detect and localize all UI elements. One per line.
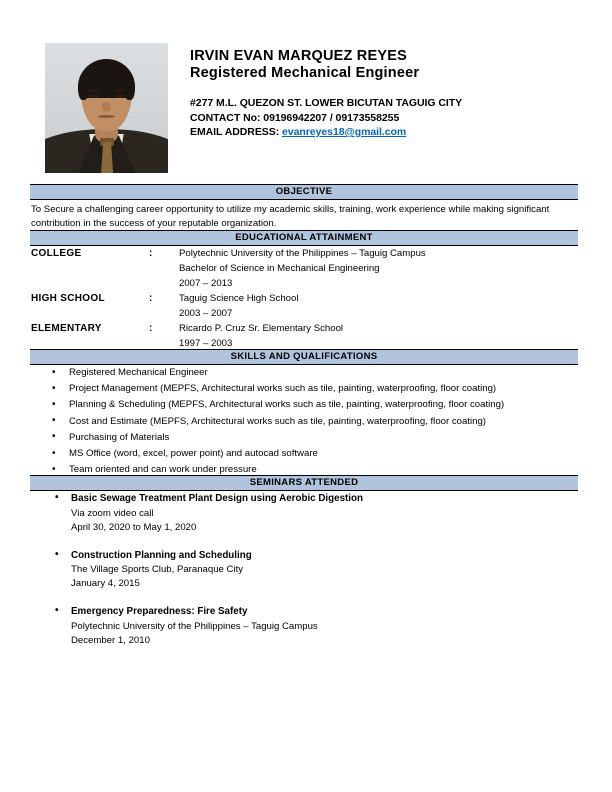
list-item: • Registered Mechanical Engineer: [31, 365, 579, 381]
education-value-line: Ricardo P. Cruz Sr. Elementary School: [179, 323, 344, 334]
education-value-line: 2007 – 2013: [179, 278, 233, 289]
list-item: [31, 605, 579, 648]
education-label: ELEMENTARY: [31, 323, 102, 334]
seminar-venue: Via zoom video call: [71, 507, 154, 519]
resume-header: [30, 40, 582, 178]
contact-number-line: CONTACT No: 09196942207 / 09173558255: [190, 111, 400, 124]
seminar-date: January 4, 2015: [71, 578, 140, 589]
seminar-title: • Construction Planning and Scheduling: [71, 549, 252, 561]
education-colon: :: [149, 323, 153, 334]
skills-list-wrap: [31, 365, 579, 478]
education-value-line: Bachelor of Science in Mechanical Engineering: [179, 263, 380, 274]
education-label: COLLEGE: [31, 248, 82, 259]
seminar-title: • Emergency Preparedness: Fire Safety: [71, 606, 248, 617]
education-row-college: [31, 246, 579, 291]
seminar-date: April 30, 2020 to May 1, 2020: [71, 521, 197, 533]
email-line: [190, 125, 462, 140]
seminar-venue: The Village Sports Club, Paranaque City: [71, 564, 244, 575]
applicant-photo: [45, 43, 168, 173]
education-value-line: Polytechnic University of the Philippines – Taguig Campus: [179, 248, 426, 259]
email-label: EMAIL ADDRESS:: [190, 126, 280, 138]
education-colon: :: [149, 248, 153, 259]
contact-block: [190, 96, 462, 140]
list-item: • Purchasing of Materials: [31, 430, 579, 446]
section-heading-skills: SKILLS AND QUALIFICATIONS: [30, 349, 578, 365]
list-item: • Team oriented and can work under pressure: [31, 462, 579, 478]
list-item: • Planning & Scheduling (MEPFS, Architectural works such as tile, painting, waterproofing, floor coating): [31, 397, 579, 413]
education-values: [179, 291, 579, 321]
seminar-venue: Polytechnic University of the Philippines – Taguig Campus: [71, 620, 318, 632]
education-value-line: Taguig Science High School: [179, 293, 299, 304]
education-table: [31, 246, 579, 351]
education-colon: :: [149, 293, 153, 304]
seminars-list-wrap: [31, 492, 579, 662]
section-heading-seminars: SEMINARS ATTENDED: [30, 475, 578, 491]
skills-list: [31, 365, 579, 478]
education-row-elementary: [31, 321, 579, 351]
education-value-line: 2003 – 2007: [179, 308, 233, 319]
list-item: • MS Office (word, excel, power point) and autocad software: [31, 446, 579, 462]
email-link[interactable]: evanreyes18@gmail.com: [282, 126, 407, 138]
list-item: • Cost and Estimate (MEPFS, Architectural works such as tile, painting, waterproofing, floor coating): [31, 414, 579, 430]
seminar-date: December 1, 2010: [71, 634, 150, 646]
address-line: #277 M.L. QUEZON ST. LOWER BICUTAN TAGUIG CITY: [190, 97, 463, 109]
education-label: HIGH SCHOOL: [31, 293, 105, 304]
list-item: [31, 492, 579, 535]
education-values: [179, 246, 579, 291]
seminar-title: • Basic Sewage Treatment Plant Design using Aerobic Digestion: [71, 493, 363, 504]
seminars-list: [31, 492, 579, 648]
objective-text: To Secure a challenging career opportunity to utilize my academic skills, training, work experience while making significant contribution in the success of your reputable organization.: [31, 204, 550, 229]
section-heading-education: EDUCATIONAL ATTAINMENT: [30, 230, 578, 246]
applicant-title: Registered Mechanical Engineer: [190, 65, 420, 81]
education-values: [179, 321, 579, 351]
list-item: • Project Management (MEPFS, Architectural works such as tile, painting, waterproofing, floor coating): [31, 381, 579, 397]
header-text-block: [190, 40, 462, 140]
education-value-line: 1997 – 2003: [179, 338, 233, 349]
section-heading-objective: OBJECTIVE: [30, 184, 578, 200]
education-row-high-school: [31, 291, 579, 321]
applicant-name: IRVIN EVAN MARQUEZ REYES: [190, 48, 407, 64]
portrait-illustration: [45, 43, 168, 173]
list-item: [31, 549, 579, 592]
